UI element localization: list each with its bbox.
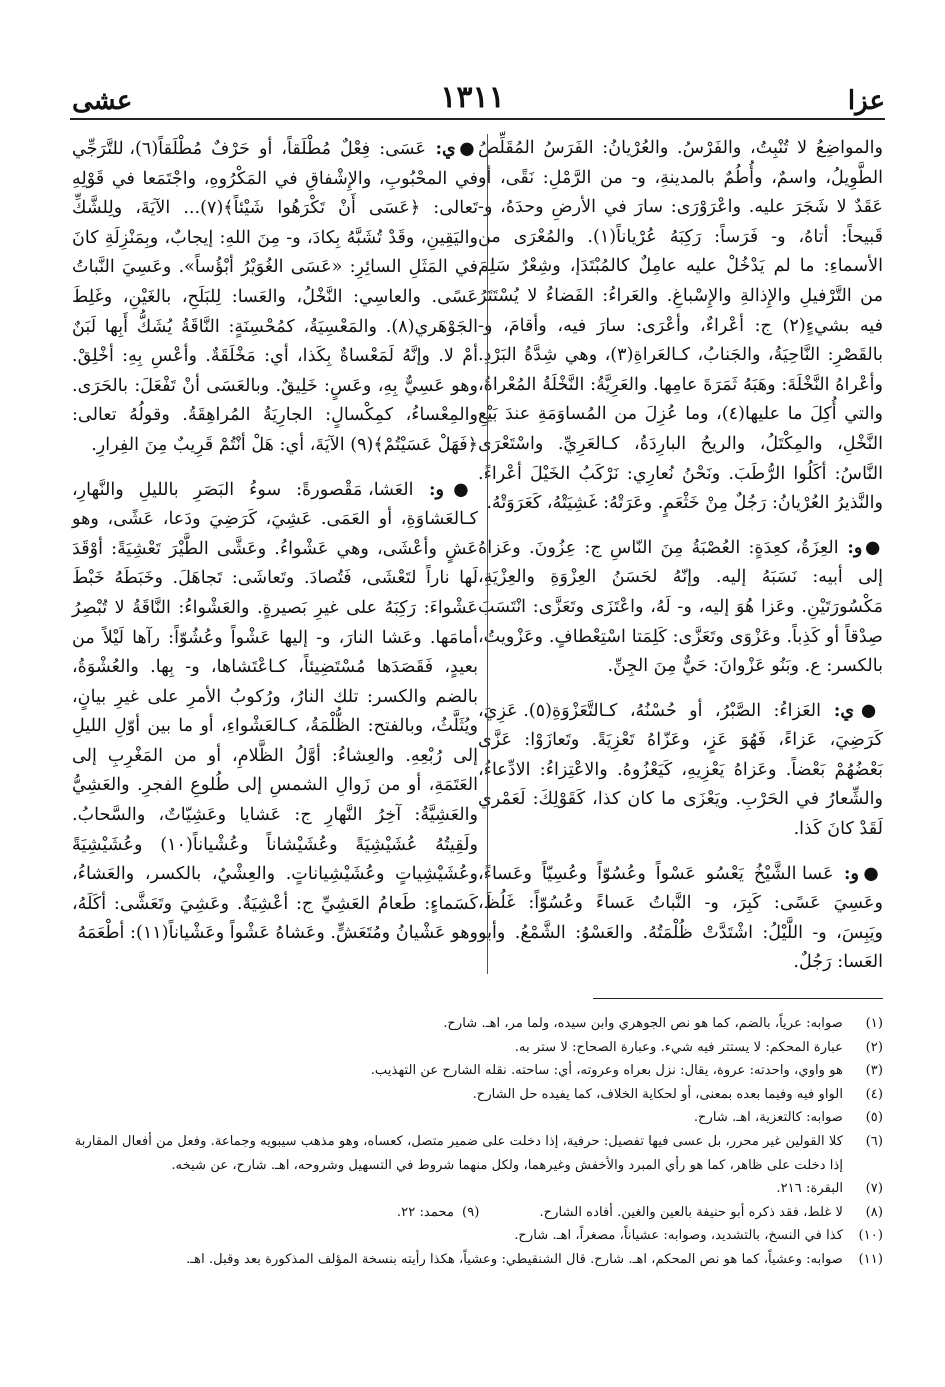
footnote: (٢) عبارة المحكم: لا يستتر فيه شيء. وعبارة الصحاح: لا ستر به. <box>514 1039 883 1055</box>
footnote: (١١) صوابه: وعشياً، كما هو نص المحكم، اهـ. شارح. قال الشنقيطي: وعشياً، هكذا رأيته بنسخة المؤلف المذكورة بعد وقبل. اهـ. <box>186 1251 883 1267</box>
entry-bullet: ●و: <box>833 862 883 884</box>
header-last-word: عشى <box>72 86 133 116</box>
footnote-pair: (٨) لا غلط، فقد ذكره أبو حنيفة بالعين والغين. أفاده الشارح. (٩) محمد: ٢٢. <box>396 1204 883 1220</box>
footnote-rule <box>593 998 883 999</box>
entry-paragraph <box>478 859 883 978</box>
entry-paragraph <box>72 134 478 461</box>
header-rule <box>70 118 885 120</box>
entry-text: العَزاءُ: الصَّبْرُ، أو حُسْنُهُ، كـالتَّعَزْوَةِ(٥). عَزِيَ، كَرَضِيَ، عَزاءً، فَهُوَ عَزٍ، وعَزّاهُ تَعْزِيَةً. وتَعازَوْا: عَزَّى بَعْضُهُمْ بَعْضاً. وعَزاهُ يَعْزِيهِ، كَيَعْزُوهُ. والاعْتِزاءُ: الادِّعاءُ، والشِّعارُ في الحَرْبِ. ويَعْزَى ما كان كذا، كَقَوْلِكَ: لَعَمْري لَقَدْ كانَ كَذا. <box>478 700 883 840</box>
entry-bullet: ●و: <box>838 536 883 558</box>
header-root-word: عزا <box>847 86 885 116</box>
footnote: (١) صوابه: عرياً، بالضم، كما هو نص الجوهري وابن سيده، ولما مر، اهـ. شارح. <box>443 1016 883 1031</box>
right-column <box>478 134 883 992</box>
entry-paragraph <box>478 533 883 682</box>
left-column <box>72 134 478 963</box>
footnote: (١٠) كذا في النسخ، بالتشديد، وصوابه: عشياناً، مصغراً، اهـ. شارح. <box>514 1228 883 1244</box>
entry-text: عَسَى: فِعْلٌ مُطْلَقاً، أو حَرْفٌ مُطْلَقاً(٦)، للتَّرَجِّي في المحْبُوبِ، والإِشْفاقِ في المَكْرُوهِ، واجْتَمَعا في قَوْلِهِ تَعالى: ﴿عَسَى أَنْ تَكْرَهُوا شَيْئاً﴾(٧)... الآيَةَ، ولِلشَّكِّ واليَقِينِ، وقَدْ تُشَبَّهُ بِكادَ، و- مِنَ اللهِ: إيجابٌ، وبِمَنْزِلَةِ كانَ في المَثَلِ السائِرِ: «عَسَى الغُوَيْرُ أبْؤُساً». وعَسِيَ النَّباتُ عَسًى. والعاسِي: النَّخْلُ، والعَسا: لِلبَلَحِ، بالغَيْنِ، وغَلِطَ الجَوْهَري(٨). والمَعْسِيَةُ، كمُحْسِنَةٍ: النَّاقَةُ يُشَكُّ أَبِها لَبَنٌ أمْ لا. وإنَّهُ لَمَعْساةٌ بِكَذا، أي: مَخْلَقَةٌ. وأعْسِ بِهِ: أخْلِقْ. وهو عَسِيٌّ بِهِ، وعَسٍ: خَلِيقٌ. وبالعَسَى أنْ تَفْعَلَ: بالحَرَى. والمِعْساءُ، كمِكْسالٍ: الجارِيَةُ المُراهِقَةُ. وقولُهُ تعالى: ﴿فَهَلْ عَسَيْتُمْ﴾(٩) الآيَةَ، أي: هَلْ أنْتُمْ قَرِيبٌ مِنَ الفِرارِ. <box>72 139 478 455</box>
entry-paragraph <box>72 475 478 950</box>
footnote: (٦) كلا القولين غير محرر، بل عسى فيها تفصيل: حرفية، إذا دخلت على ضمير متصل، كعساه، وهو مذهب سيبويه وجماعة. وفعل من أفعال المقاربة إذا دخلت على ظاهر، كما هو رأي المبرد والأخفش وغيرهما، ولكل منهما شروط في التسهيل وشروحه، اهـ. شارح، عن شيخه. <box>74 1133 883 1173</box>
footnote: (٣) هو واوي، واحدته: عروة، يقال: نزل بعراه وعروته، أي: ساحته. نقله الشارح عن التهذيب. <box>370 1063 883 1079</box>
entry-bullet: ●ي: <box>821 699 883 721</box>
footnote: (٤) الواو فيه وفيما بعده بمعنى، أو لحكاية الخلاف، كما يفيده حل الشارح. <box>472 1086 883 1102</box>
entry-paragraph <box>478 696 883 845</box>
entry-bullet: ●و: <box>413 478 479 500</box>
column-divider <box>487 134 488 974</box>
footnote: (٧) البقرة: ٢١٦. <box>776 1181 883 1197</box>
entry-text: العَشا، مَقْصورةً: سوءُ البَصَرِ بالليلِ والنَّهارِ، كـالعَشاوَةِ، أو العَمَى. عَشِيَ، كَرَضِيَ ودَعا، عَشًى، وهو عَشٍ وأعْشَى، وهي عَشْواءُ. وعَشَّى الطَّيْرَ تَعْشِيَةً: أوْقَدَ لَها ناراً لتَعْشَى، فَتُصادَ. وتَعاشَى: تَجاهَلَ. وخَبَطَهُ خَبْطَ عَشْواءَ: رَكِبَهُ على غيرِ بَصيرةٍ. والعَشْواءُ: النَّاقَةُ لا تُبْصِرُ أمامَها. وعَشا النارَ، و- إليها عَشْواً وعُشُوّاً: رآها لَيْلاً من بعيدٍ، فَقَصَدَها مُسْتَضِيئاً، كـاعْتَشاها، و- بِها. والعُشْوَةُ، بالضم والكسر: تلك النارُ، ورُكوبُ الأمرِ على غيرِ بيانٍ، ويُثَلَّثُ، وبالفتح: الظُّلْمَةُ، كـالعَشْواءِ، أو ما بين أوّلِ الليلِ إلى رُبْعِهِ. والعِشاءُ: أوَّلُ الظَّلامِ، أو من المَغْرِبِ إلى العَتَمَةِ، أو من زَوالِ الشمسِ إلى طُلوعِ الفجرِ. والعَشِيُّ والعَشِيَّةُ: آخِرُ النَّهارِ ج: عَشايا وعَشِيّاتٌ، والسَّحابُ. ولَقِيتُهُ عُشَيْشِيَةً وعُشَيْشاناً وعُشْياناً(١٠) وعُشَيْشِيَةً وعُشَيْشِياتٍ وعُشَيْشِياناتٍ. والعِشْيُ، بالكسر، والعَشاءُ، كَسَماءٍ: طَعامُ العَشِيِّ ج: أعْشِيَةٌ. وعَشِيَ وتَعَشَّى: أكَلَهُ، وهو عَشْيانُ ومُتَعَشٍّ. وعَشاهُ عَشْواً وعَشْياناً(١١): أطْعَمَهُ <box>72 479 478 944</box>
footnote: (٥) صوابه: كالتعزية، اهـ. شارح. <box>693 1110 883 1126</box>
page-number: ١٣١١ <box>440 80 505 115</box>
entry-text: العِزَةُ، كعِدَةٍ: العُصْبَةُ مِنَ النّاسِ ج: عِزُونَ. وعَزاهُ إلى أبيه: نَسَبَهُ إليه. وإنّهُ لحَسَنُ العِزْوَةِ والعِزْيَةِ، مَكْسُورَتَيْنِ. وعَزا هُوَ إليه، و- لَهُ، واعْتَزَى وتَعَزَّى: انْتَسَبَ صِدْقاً أو كَذِباً. وعَزْوَى وتَعَزَّى: كَلِمَتا اسْتِعْطافٍ. وعَزْويتُ، بالكسر: ع. وبَنُو عَزْوانَ: حَيٌّ مِنَ الجِنِّ. <box>478 537 883 677</box>
entry-bullet: ●ي: <box>426 138 478 159</box>
entry-text: عَسا الشَّيْخُ يَعْسُو عَسْواً وعُسُوّاً وعُسِيّاً وعَساءً، وعَسِيَ عَسًى: كَبِرَ، و- النَّباتُ عَساءً وعُسُوّاً: غَلُظَ، ويَبِسَ، و- اللَّيْلُ: اشْتَدَّتْ ظُلْمَتُهُ. والعَسْوُ: الشَّمْعُ. وأبو العَسا: رَجُلٌ. <box>478 863 883 973</box>
entry-paragraph: والمواضِعُ لا تُنْبِتُ، والفَرْسُ. والعُرْيانُ: الفَرَسُ المُقَلِّصُ الطَّوِيلُ، واسمٌ، وأُطُمٌ بالمدينةِ، و- من الرَّمْلِ: نَقًى، أو عَقَدٌ لا شَجَرَ عليه. واعْرَوْرَى: سارَ في الأرضِ وحدَهُ، و- قَبيحاً: أتاهُ، و- فَرَساً: رَكِبَهُ عُرْياناً(١). والمُعْرَى من الأسماءِ: ما لم يَدْخُلْ عليه عامِلٌ كالمُبْتَدَإ، وشِعْرٌ سَلِمَ من التَّرْفيلِ والإِذالةِ والإِسْباغِ. والعَراءُ: الفَضاءُ لا يُسْتَتَرُ فيه بشيءٍ(٢) ج: أعْراءٌ، وأعْرَى: سارَ فيه، وأقامَ، و- بالقَصْرِ: النَّاحِيَةُ، والجَنابُ، كـالعَراةِ(٣)، وهي شِدَّةُ البَرْدِ. وأعْراهُ النَّخْلَةَ: وهَبَهُ ثَمَرَةَ عامِها. والعَرِيَّةُ: النَّخْلَةُ المُعْراةُ، والتي أُكِلَ ما عليها(٤)، وما عُزِلَ من المُساوَمَةِ عندَ بَيْعِ النَّخْلِ، والمِكْتَلُ، والريحُ البارِدَةُ، كـالعَرِيِّ. واسْتَعْرَى النَّاسُ: أكَلُوا الرُّطَبَ. ونَحْنُ نُعارِي: نَرْكَبُ الخَيْلَ أعْراءً. والنَّذيرُ العُرْيانُ: رَجُلٌ مِنْ خَثْعَمٍ. وعَرَتْهُ: غَشِيَتْهُ، كَعَرَوَتْهُ. <box>478 138 884 514</box>
footnotes <box>65 1012 883 1272</box>
